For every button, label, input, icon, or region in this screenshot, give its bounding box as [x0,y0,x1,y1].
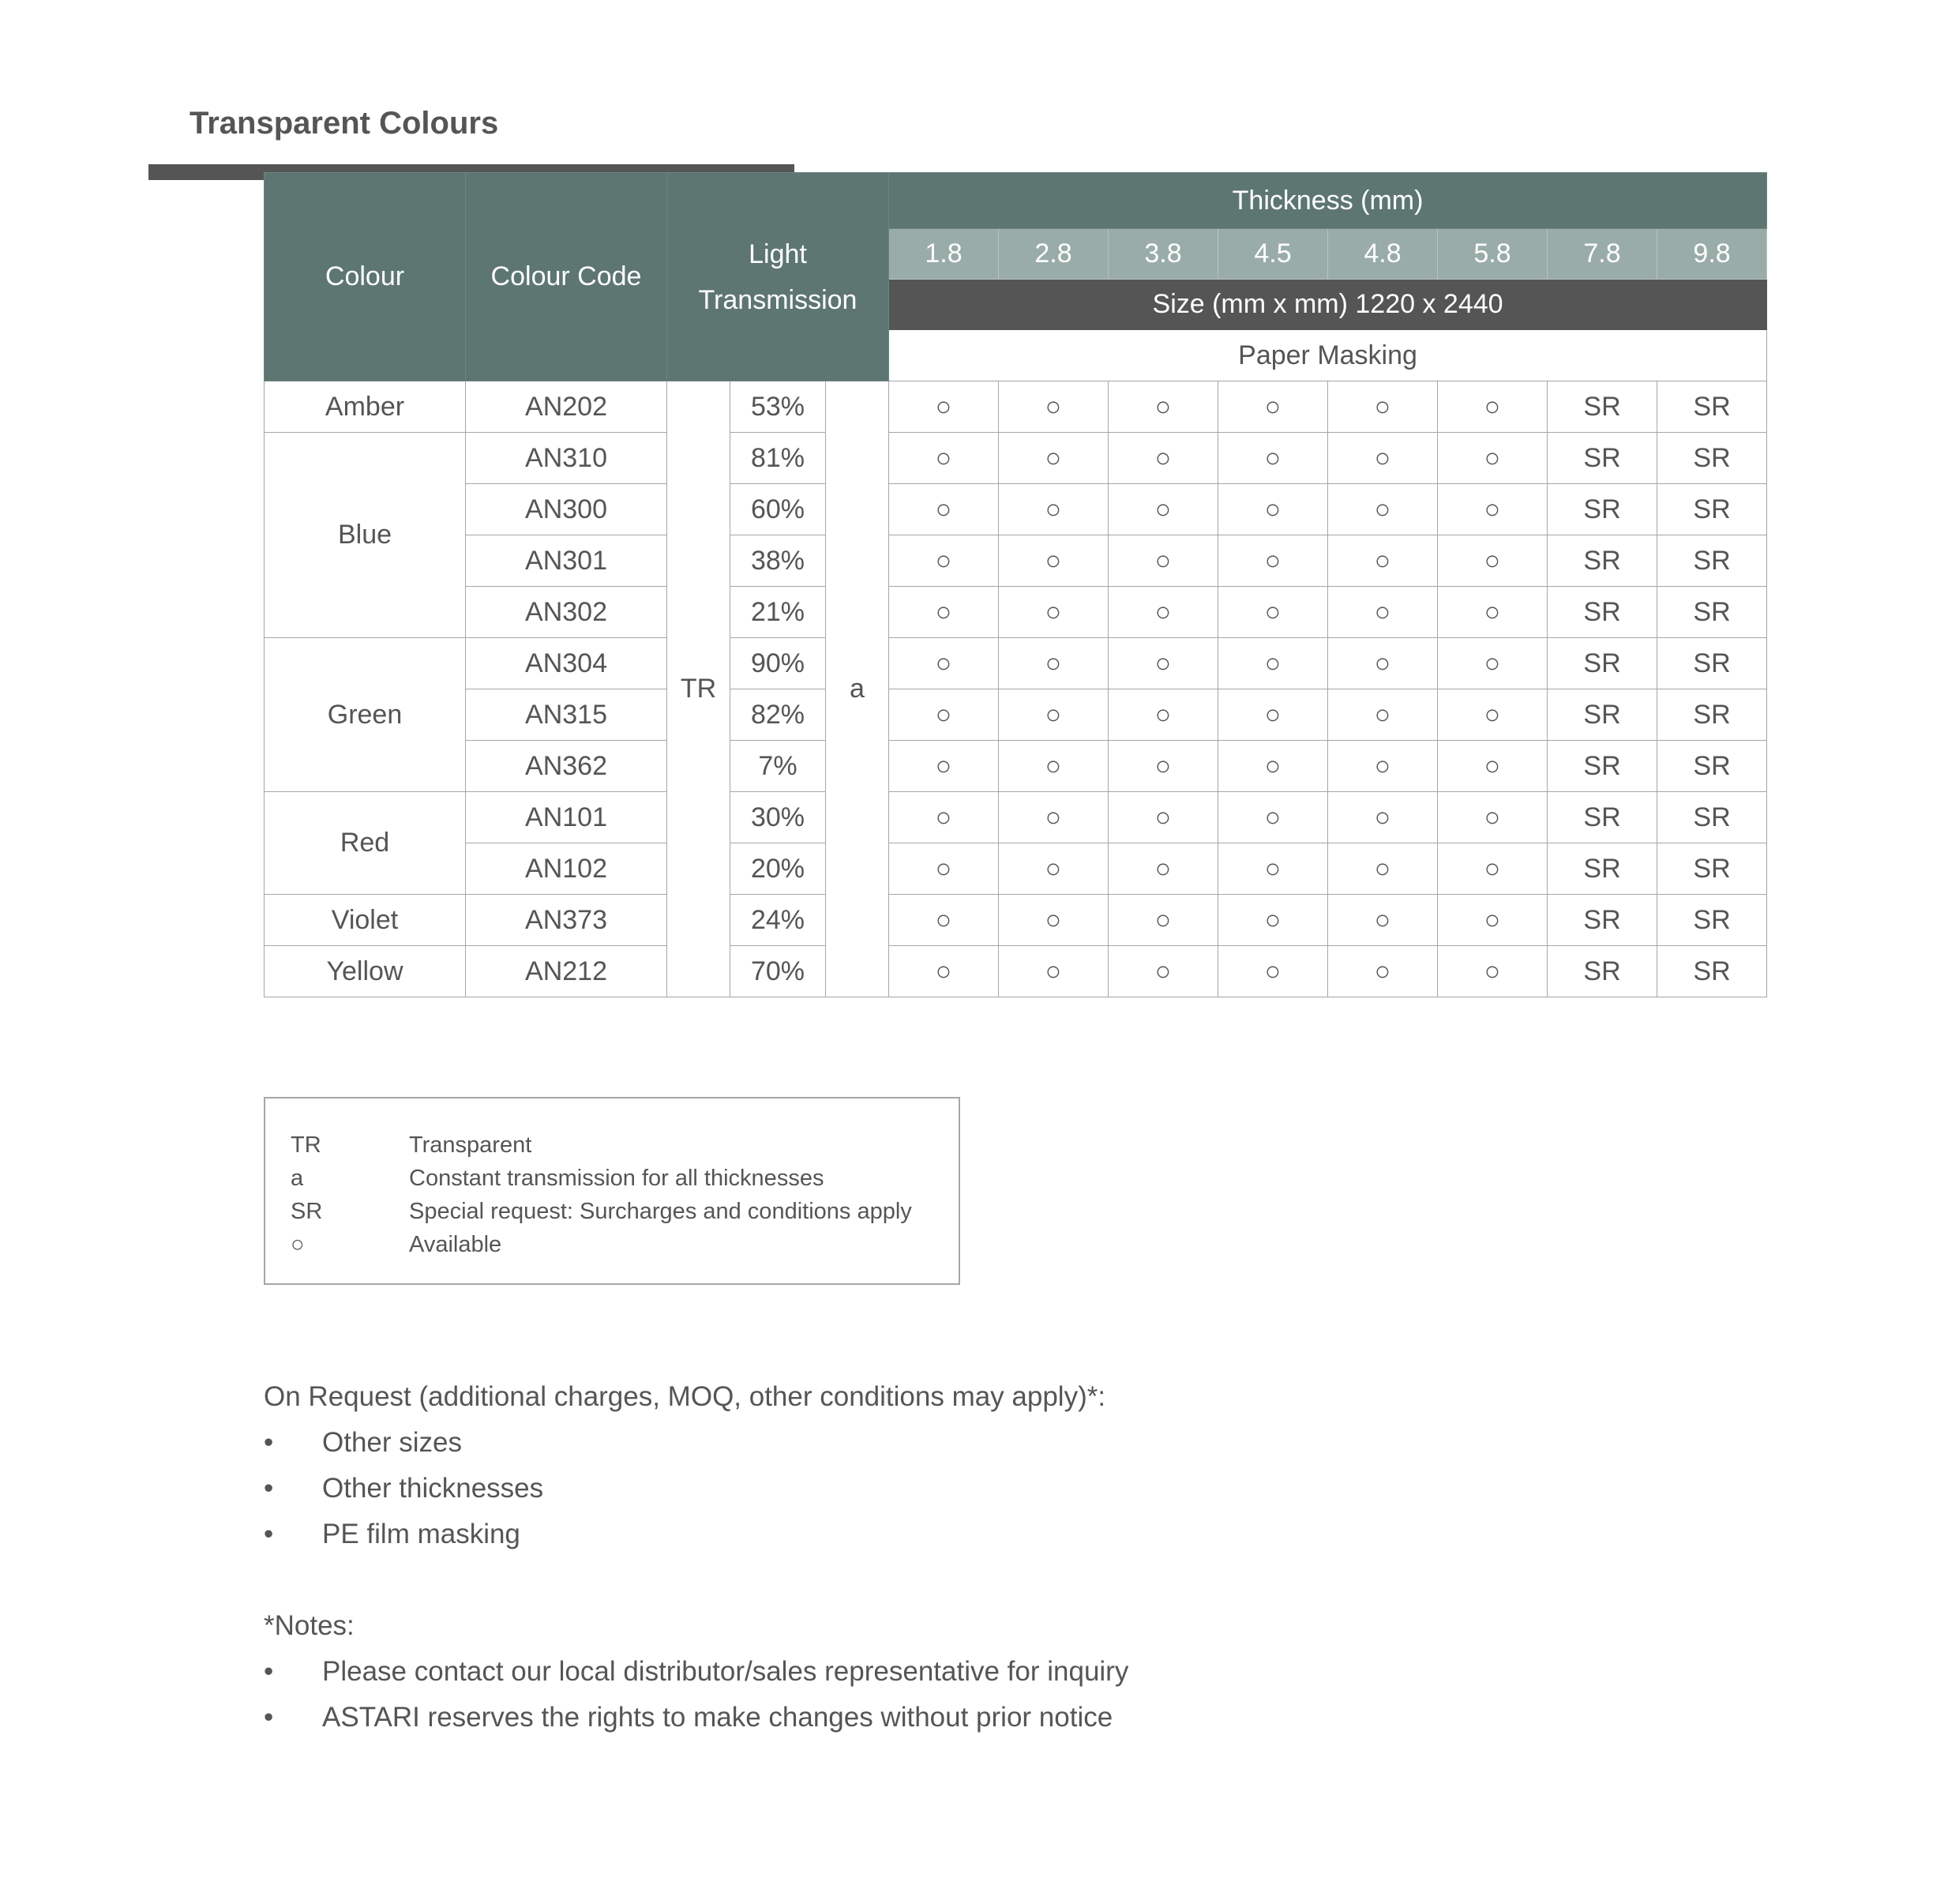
availability-cell: ○ [1218,792,1328,843]
availability-cell: SR [1548,381,1657,433]
availability-cell: ○ [999,946,1109,997]
thickness-4.8: 4.8 [1328,229,1438,280]
availability-cell: ○ [999,638,1109,689]
thickness-7.8: 7.8 [1548,229,1657,280]
availability-cell: ○ [999,741,1109,792]
availability-cell: ○ [1109,433,1218,484]
availability-cell: SR [1548,638,1657,689]
transmission-cell: 60% [730,484,826,535]
on-request-heading: On Request (additional charges, MOQ, other conditions may apply)*: [264,1381,1106,1412]
legend-key: TR [291,1132,321,1158]
on-request-item [264,1420,1685,1466]
header-light-transmission-line2: Transmission [698,284,858,315]
availability-cell: ○ [1438,741,1548,792]
availability-cell: ○ [1328,638,1438,689]
availability-cell: SR [1548,946,1657,997]
availability-cell: SR [1548,792,1657,843]
availability-cell: ○ [1438,792,1548,843]
availability-cell: SR [1548,484,1657,535]
page-title: Transparent Colours [190,106,499,141]
availability-cell: SR [1548,843,1657,895]
availability-cell: SR [1657,484,1767,535]
availability-cell: ○ [999,381,1109,433]
availability-cell: ○ [1218,638,1328,689]
on-request-list [264,1420,1685,1557]
availability-cell: SR [1657,638,1767,689]
availability-cell: SR [1657,741,1767,792]
availability-cell: ○ [1438,587,1548,638]
notes-heading: *Notes: [264,1610,355,1641]
note-item-text: Please contact our local distributor/sales representative for inquiry [322,1656,1129,1687]
header-row-1 [265,173,1767,229]
table-row [265,484,1767,535]
availability-cell: ○ [1218,484,1328,535]
colour-code-cell: AN373 [466,895,667,946]
availability-cell: ○ [889,638,999,689]
availability-cell: ○ [889,689,999,741]
availability-cell: SR [1548,741,1657,792]
thickness-1.8: 1.8 [889,229,999,280]
legend-text: Constant transmission for all thicknesses [409,1166,824,1191]
bullet-symbol: • [264,1656,274,1687]
availability-cell: SR [1548,895,1657,946]
header-size: Size (mm x mm) 1220 x 2440 [889,280,1767,330]
transmission-cell: 7% [730,741,826,792]
availability-cell: ○ [1218,895,1328,946]
availability-cell: SR [1657,792,1767,843]
colour-code-cell: AN212 [466,946,667,997]
transmission-cell: 21% [730,587,826,638]
availability-cell: ○ [1218,689,1328,741]
availability-cell: ○ [889,381,999,433]
availability-cell: ○ [1328,689,1438,741]
colour-code-cell: AN202 [466,381,667,433]
legend-text: Special request: Surcharges and conditions apply [409,1199,912,1224]
availability-cell: ○ [1109,381,1218,433]
note-item-text: ASTARI reserves the rights to make changes without prior notice [322,1702,1113,1733]
transmission-cell: 70% [730,946,826,997]
on-request-item-text: Other thicknesses [322,1473,544,1504]
availability-cell: SR [1548,587,1657,638]
availability-cell: ○ [1328,792,1438,843]
availability-cell: ○ [1218,843,1328,895]
availability-cell: ○ [889,895,999,946]
colour-cell: Violet [265,895,466,946]
note-item [264,1649,1685,1695]
type-code-cell: TR [667,381,730,997]
on-request-item-text: Other sizes [322,1427,462,1458]
transmission-cell: 90% [730,638,826,689]
availability-cell: ○ [1438,638,1548,689]
header-paper-masking: Paper Masking [889,330,1767,381]
availability-cell: ○ [1328,587,1438,638]
availability-cell: ○ [1218,587,1328,638]
transmission-cell: 81% [730,433,826,484]
colour-cell: Green [265,638,466,792]
colour-code-cell: AN300 [466,484,667,535]
colour-code-cell: AN362 [466,741,667,792]
thickness-4.5: 4.5 [1218,229,1328,280]
availability-cell: ○ [1109,843,1218,895]
availability-cell: ○ [999,843,1109,895]
availability-cell: ○ [889,792,999,843]
note-item [264,1695,1685,1741]
availability-cell: ○ [1328,433,1438,484]
legend-text: Available [409,1232,502,1257]
transmission-note-cell: a [826,381,889,997]
legend-row [291,1162,959,1195]
availability-cell: ○ [1328,741,1438,792]
availability-cell: ○ [889,535,999,587]
availability-cell: ○ [1218,535,1328,587]
table-row [265,741,1767,792]
thickness-5.8: 5.8 [1438,229,1548,280]
availability-cell: ○ [1328,946,1438,997]
availability-cell: ○ [1438,381,1548,433]
availability-cell: SR [1657,381,1767,433]
availability-cell: ○ [1438,843,1548,895]
availability-cell: ○ [1328,843,1438,895]
transmission-cell: 53% [730,381,826,433]
legend-key: ○ [291,1232,305,1257]
availability-cell: SR [1657,895,1767,946]
availability-cell: SR [1657,689,1767,741]
transmission-cell: 82% [730,689,826,741]
table-row [265,433,1767,484]
availability-cell: SR [1657,843,1767,895]
bullet-symbol: • [264,1427,274,1458]
header-light-transmission-line1: Light [749,238,807,269]
availability-cell: ○ [1438,484,1548,535]
availability-cell: ○ [1109,741,1218,792]
on-request-item [264,1512,1685,1557]
availability-cell: ○ [1438,535,1548,587]
availability-cell: ○ [999,792,1109,843]
thickness-3.8: 3.8 [1109,229,1218,280]
colour-cell: Blue [265,433,466,638]
availability-cell: ○ [889,843,999,895]
availability-cell: SR [1657,535,1767,587]
legend-box [264,1097,960,1285]
availability-cell: SR [1657,946,1767,997]
availability-cell: ○ [1109,587,1218,638]
availability-cell: ○ [1109,895,1218,946]
legend-row [291,1228,959,1261]
availability-cell: ○ [1218,381,1328,433]
on-request-item [264,1466,1685,1512]
table-row [265,895,1767,946]
legend-text: Transparent [409,1132,532,1158]
legend-row [291,1129,959,1162]
availability-cell: ○ [1328,484,1438,535]
legend-row [291,1195,959,1228]
colour-code-cell: AN101 [466,792,667,843]
availability-cell: ○ [1328,535,1438,587]
availability-cell: ○ [999,433,1109,484]
availability-cell: ○ [1109,689,1218,741]
availability-cell: ○ [999,484,1109,535]
availability-cell: ○ [889,484,999,535]
availability-cell: ○ [1438,433,1548,484]
colour-cell: Yellow [265,946,466,997]
header-thickness: Thickness (mm) [889,173,1767,229]
availability-cell: ○ [1109,535,1218,587]
availability-cell: ○ [889,433,999,484]
table-row [265,689,1767,741]
colour-code-cell: AN302 [466,587,667,638]
transmission-cell: 24% [730,895,826,946]
availability-cell: ○ [1218,741,1328,792]
availability-cell: ○ [1109,638,1218,689]
table-row [265,381,1767,433]
availability-cell: ○ [1109,484,1218,535]
availability-cell: ○ [999,895,1109,946]
table-body [265,173,1767,997]
colour-spec-table [264,172,1767,997]
colour-code-cell: AN102 [466,843,667,895]
bullet-symbol: • [264,1473,274,1504]
header-colour-code: Colour Code [466,173,667,381]
availability-cell: ○ [999,587,1109,638]
notes-list [264,1649,1685,1741]
table-row [265,843,1767,895]
availability-cell: ○ [1109,946,1218,997]
availability-cell: ○ [889,946,999,997]
availability-cell: SR [1548,689,1657,741]
thickness-9.8: 9.8 [1657,229,1767,280]
legend-key: a [291,1166,304,1191]
availability-cell: ○ [889,741,999,792]
availability-cell: ○ [1218,946,1328,997]
availability-cell: SR [1548,433,1657,484]
availability-cell: SR [1657,587,1767,638]
notes-section [264,1374,1685,1741]
header-light-transmission [667,173,889,381]
table-row [265,535,1767,587]
availability-cell: ○ [1109,792,1218,843]
table-row [265,638,1767,689]
header-colour: Colour [265,173,466,381]
availability-cell: ○ [889,587,999,638]
colour-code-cell: AN310 [466,433,667,484]
table-row [265,946,1767,997]
availability-cell: SR [1657,433,1767,484]
availability-cell: ○ [1438,895,1548,946]
availability-cell: ○ [999,689,1109,741]
availability-cell: ○ [1438,689,1548,741]
bullet-symbol: • [264,1519,274,1549]
transmission-cell: 38% [730,535,826,587]
availability-cell: ○ [999,535,1109,587]
availability-cell: SR [1548,535,1657,587]
availability-cell: ○ [1328,895,1438,946]
colour-code-cell: AN301 [466,535,667,587]
transmission-cell: 30% [730,792,826,843]
availability-cell: ○ [1438,946,1548,997]
table-row [265,792,1767,843]
colour-cell: Amber [265,381,466,433]
bullet-symbol: • [264,1702,274,1733]
on-request-item-text: PE film masking [322,1519,520,1549]
transmission-cell: 20% [730,843,826,895]
colour-code-cell: AN315 [466,689,667,741]
thickness-2.8: 2.8 [999,229,1109,280]
table-row [265,587,1767,638]
availability-cell: ○ [1218,433,1328,484]
availability-cell: ○ [1328,381,1438,433]
colour-cell: Red [265,792,466,895]
legend-key: SR [291,1199,323,1224]
colour-code-cell: AN304 [466,638,667,689]
